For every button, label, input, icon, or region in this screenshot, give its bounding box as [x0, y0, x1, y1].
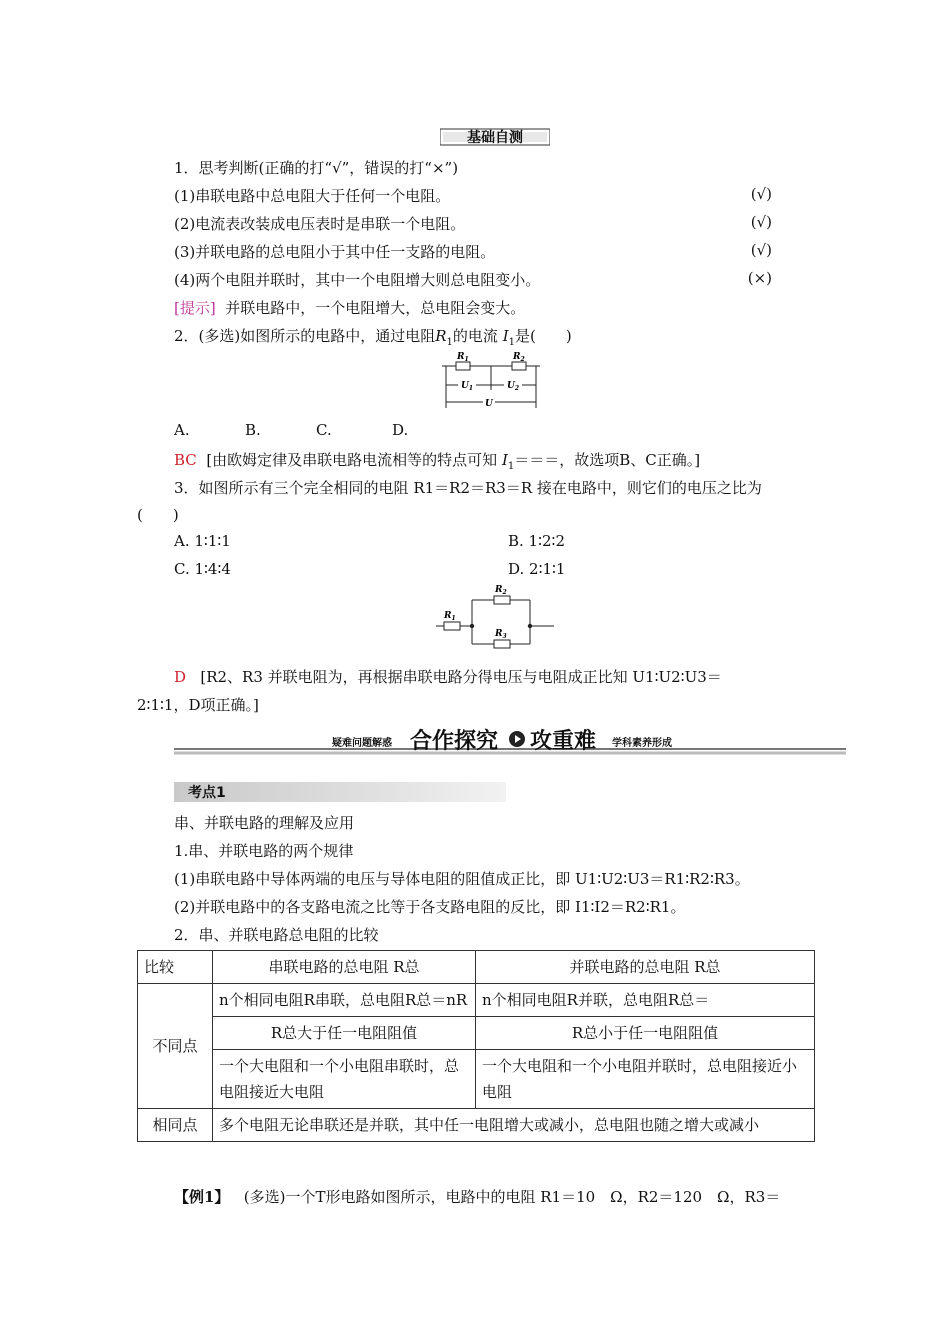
q2-u-label: U — [485, 399, 493, 409]
table-cell-series-1: n个相同电阻R串联，总电阻R总＝nR — [213, 984, 476, 1017]
q2-r1-resistor — [456, 362, 470, 370]
q1-item-1: (1)串联电路中总电阻大于任何一个电阻。 — [174, 187, 451, 205]
table-same-text: 多个电阻无论串联还是并联，其中任一电阻增大或减小，总电阻也随之增大或减小 — [213, 1109, 815, 1142]
q2-stem-c: 是( ) — [515, 327, 572, 345]
q2-option-b: B. — [245, 421, 261, 439]
q3-option-a: A. 1∶1∶1 — [174, 532, 231, 550]
table-cell-parallel-2: R总小于任一电阻阻值 — [476, 1017, 815, 1050]
q1-item-4: (4)两个电阻并联时，其中一个电阻增大则总电阻变小。 — [174, 271, 541, 289]
q3-option-c: C. 1∶4∶4 — [174, 560, 231, 578]
q2-explanation — [174, 449, 700, 472]
table-header-compare: 比较 — [138, 951, 213, 984]
table-row — [138, 1109, 815, 1142]
table-cell-parallel-1: n个相同电阻R并联，总电阻R总＝ — [476, 984, 815, 1017]
q2-answer: BC — [174, 451, 197, 469]
q1-hint — [174, 297, 525, 318]
q3-explanation-line2: 2∶1∶1，D项正确。] — [137, 696, 259, 714]
q2-u2-label: $U_2$ — [507, 381, 520, 392]
q2-r2-label: $R_2$ — [513, 352, 525, 363]
q3-r2-resistor — [494, 596, 510, 604]
q2-stem-b: 的电流 — [452, 327, 498, 345]
q2-explain-sub: 1 — [507, 461, 515, 472]
q3-stem-line2: ( ) — [137, 506, 179, 524]
q2-explain-var: I — [501, 451, 508, 469]
table-diff-label: 不同点 — [138, 984, 213, 1109]
banner-main-2: 攻重难 — [530, 729, 597, 754]
kaodian-bar — [174, 782, 506, 802]
table-header-parallel: 并联电路的总电阻 R总 — [476, 951, 815, 984]
rule-2: (2)并联电路中的各支路电流之比等于各支路电阻的反比，即 I1∶I2＝R2∶R1。 — [174, 898, 686, 916]
table-cell-series-3: 一个大电阻和一个小电阻串联时，总电阻接近大电阻 — [213, 1050, 476, 1109]
section-banner — [440, 127, 550, 147]
hint-label: [提示] — [174, 299, 216, 317]
table-row — [138, 1017, 815, 1050]
q1-mark-2: (√) — [750, 213, 772, 231]
example-label: 【例1】 — [174, 1188, 230, 1206]
table-row — [138, 984, 815, 1017]
q2-explain-b: ＝＝＝，故选项B、C正确。] — [514, 451, 701, 469]
q1-item-3: (3)并联电路的总电阻小于其中任一支路的电阻。 — [174, 243, 496, 261]
compare-title: 2．串、并联电路总电阻的比较 — [174, 926, 379, 944]
section-banner-title: 基础自测 — [467, 130, 523, 146]
q3-r3-label: $R_3$ — [495, 629, 507, 640]
q3-explain-text1: [R2、R3 并联电阻为，再根据串联电路分得电压与电阻成正比知 U1∶U2∶U3＝ — [200, 668, 722, 686]
q2-stem-sub2: 1 — [508, 337, 516, 348]
q1-mark-4: (×) — [747, 269, 772, 287]
table-cell-parallel-3: 一个大电阻和一个小电阻并联时，总电阻接近小电阻 — [476, 1050, 815, 1109]
q2-stem-sub: 1 — [446, 337, 453, 348]
q3-r1-label: $R_1$ — [444, 611, 456, 622]
table-same-label: 相同点 — [138, 1109, 213, 1142]
rule-1: (1)串联电路中导体两端的电压与导体电阻的阻值成正比，即 U1∶U2∶U3＝R1∶R2∶R3。 — [174, 870, 750, 888]
rules-title: 1.串、并联电路的两个规律 — [174, 842, 354, 860]
q2-r1-label: $R_1$ — [457, 352, 469, 363]
q3-r1-resistor — [444, 622, 460, 630]
q2-stem — [174, 325, 572, 348]
q3-option-b: B. 1∶2∶2 — [508, 532, 565, 550]
q2-stem-var: R — [435, 327, 447, 345]
q3-answer: D — [174, 668, 187, 686]
play-icon — [508, 730, 526, 748]
banner-left-text: 疑难问题解惑 — [332, 738, 392, 749]
q2-explain-a: [由欧姆定律及串联电路电流相等的特点可知 — [206, 451, 498, 469]
q3-r2-label: $R_2$ — [495, 585, 507, 596]
q3-explanation-line1 — [174, 666, 722, 687]
q1-mark-1: (√) — [750, 185, 772, 203]
banner-main-1: 合作探究 — [410, 729, 499, 754]
q1-item-2: (2)电流表改装成电压表时是串联一个电阻。 — [174, 215, 466, 233]
q1-stem: 1．思考判断(正确的打“√”，错误的打“×”) — [174, 159, 459, 177]
q2-option-c: C. — [316, 421, 332, 439]
q2-circuit-figure — [436, 350, 546, 412]
q3-stem-line1: 3．如图所示有三个完全相同的电阻 R1＝R2＝R3＝R 接在电路中，则它们的电压之比为 — [174, 479, 762, 497]
example-1 — [174, 1186, 780, 1207]
q3-circuit-figure — [432, 582, 558, 654]
kaodian-label: 考点1 — [188, 785, 226, 801]
table-row — [138, 1050, 815, 1109]
table-header-row — [138, 951, 815, 984]
q3-option-d: D. 2∶1∶1 — [508, 560, 566, 578]
banner-right-text: 学科素养形成 — [612, 738, 672, 749]
q2-option-a: A. — [174, 421, 190, 439]
q3-r3-resistor — [494, 640, 510, 648]
topic-title: 串、并联电路的理解及应用 — [174, 814, 355, 832]
q1-mark-3: (√) — [750, 241, 772, 259]
q2-u1-label: $U_1$ — [461, 381, 474, 392]
q2-r2-resistor — [512, 362, 526, 370]
table-cell-series-2: R总大于任一电阻阻值 — [213, 1017, 476, 1050]
example-text: (多选)一个T形电路如图所示，电路中的电阻 R1＝10 Ω，R2＝120 Ω，R3＝ — [243, 1188, 781, 1206]
q2-option-d: D. — [392, 421, 409, 439]
chapter-banner — [174, 722, 846, 756]
table-header-series: 串联电路的总电阻 R总 — [213, 951, 476, 984]
comparison-table — [137, 950, 815, 1142]
q2-stem-var2: I — [502, 327, 509, 345]
q2-stem-a: 2．(多选)如图所示的电路中，通过电阻 — [174, 327, 436, 345]
hint-text: 并联电路中，一个电阻增大，总电阻会变大。 — [225, 299, 526, 317]
